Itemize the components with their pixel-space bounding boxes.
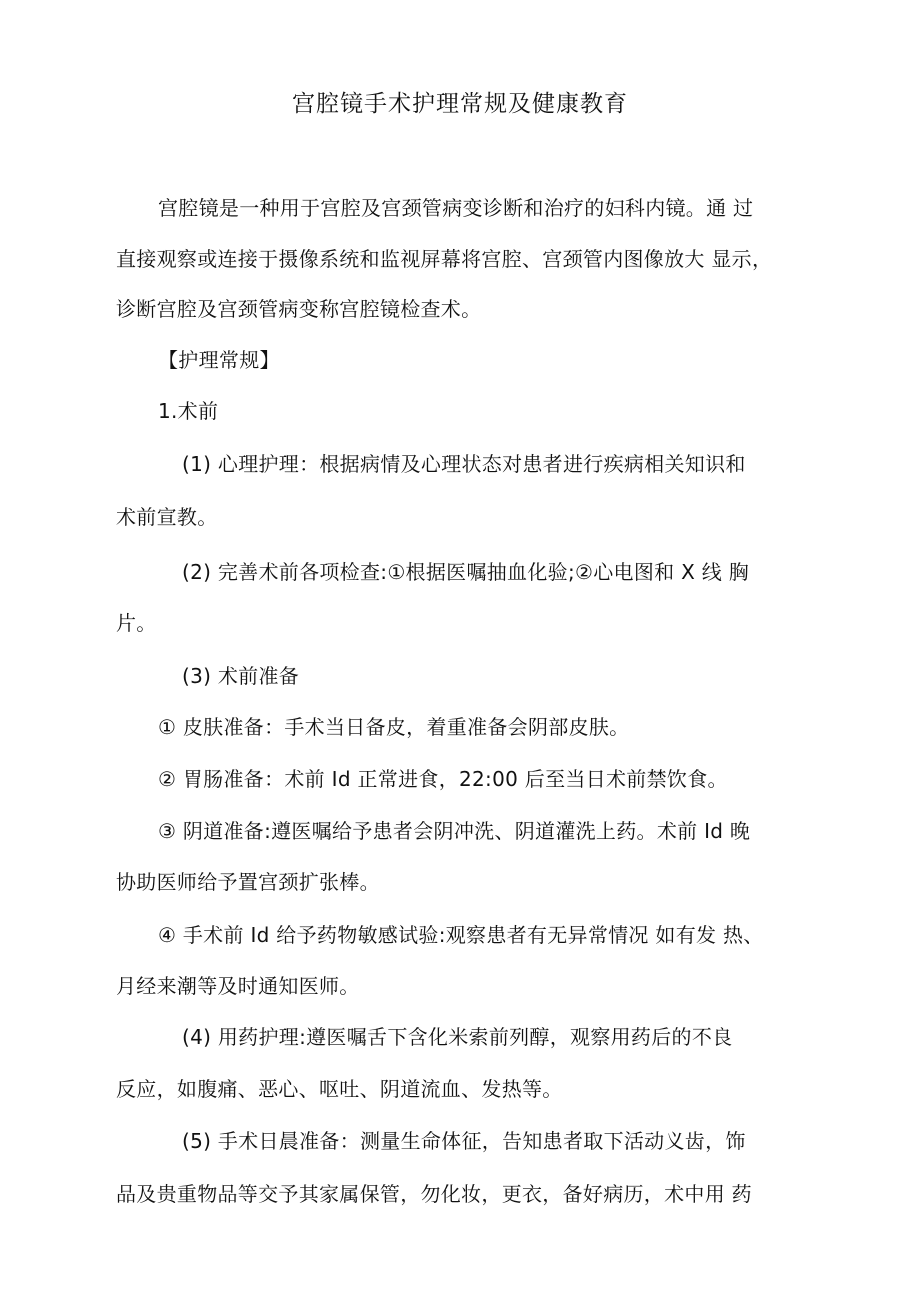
subsection-heading-preop: 1.术前 <box>158 399 219 423</box>
document-title: 宫腔镜手术护理常规及健康教育 <box>292 91 628 117</box>
item-5-line-2: 品及贵重物品等交予其家属保管，勿化妆，更衣，备好病历，术中用 药 <box>116 1182 752 1206</box>
section-heading-nursing-routine: 【护理常规】 <box>158 348 280 372</box>
subitem-skin-prep: ① 皮肤准备：手术当日备皮，着重准备会阴部皮肤。 <box>158 715 630 739</box>
item-5-line-1: (5) 手术日晨准备：测量生命体征，告知患者取下活动义齿，饰 <box>182 1129 746 1153</box>
item-1-line-2: 术前宣教。 <box>116 505 218 529</box>
paragraph-line-intro-2: 直接观察或连接于摄像系统和监视屏幕将宫腔、宫颈管内图像放大 显示， <box>116 247 773 271</box>
subitem-gi-prep: ② 胃肠准备：术前 Id 正常进食，22:00 后至当日术前禁饮食。 <box>158 767 728 791</box>
subitem-vaginal-prep-line-2: 协助医师给予置宫颈扩张棒。 <box>116 870 380 894</box>
paragraph-line-intro-1: 宫腔镜是一种用于宫腔及宫颈管病变诊断和治疗的妇科内镜。通 过 <box>158 196 754 220</box>
subitem-drug-test-line-2: 月经来潮等及时通知医师。 <box>116 974 360 998</box>
item-4-line-1: (4) 用药护理:遵医嘱舌下含化米索前列醇，观察用药后的不良 <box>182 1025 733 1049</box>
item-4-line-2: 反应，如腹痛、恶心、呕吐、阴道流血、发热等。 <box>116 1077 563 1101</box>
item-2-line-2: 片。 <box>116 611 157 635</box>
paragraph-line-intro-3: 诊断宫腔及宫颈管病变称宫腔镜检查术。 <box>116 297 482 321</box>
subitem-drug-test-line-1: ④ 手术前 Id 给予药物敏感试验:观察患者有无异常情况 如有发 热、 <box>158 923 764 947</box>
subitem-vaginal-prep-line-1: ③ 阴道准备:遵医嘱给予患者会阴冲洗、阴道灌洗上药。术前 Id 晚 <box>158 819 751 843</box>
item-3-heading: (3) 术前准备 <box>182 664 300 688</box>
item-2-line-1: (2) 完善术前各项检查:①根据医嘱抽血化验;②心电图和 X 线 胸 <box>182 560 749 584</box>
item-1-line-1: (1) 心理护理：根据病情及心理状态对患者进行疾病相关知识和 <box>182 452 746 476</box>
